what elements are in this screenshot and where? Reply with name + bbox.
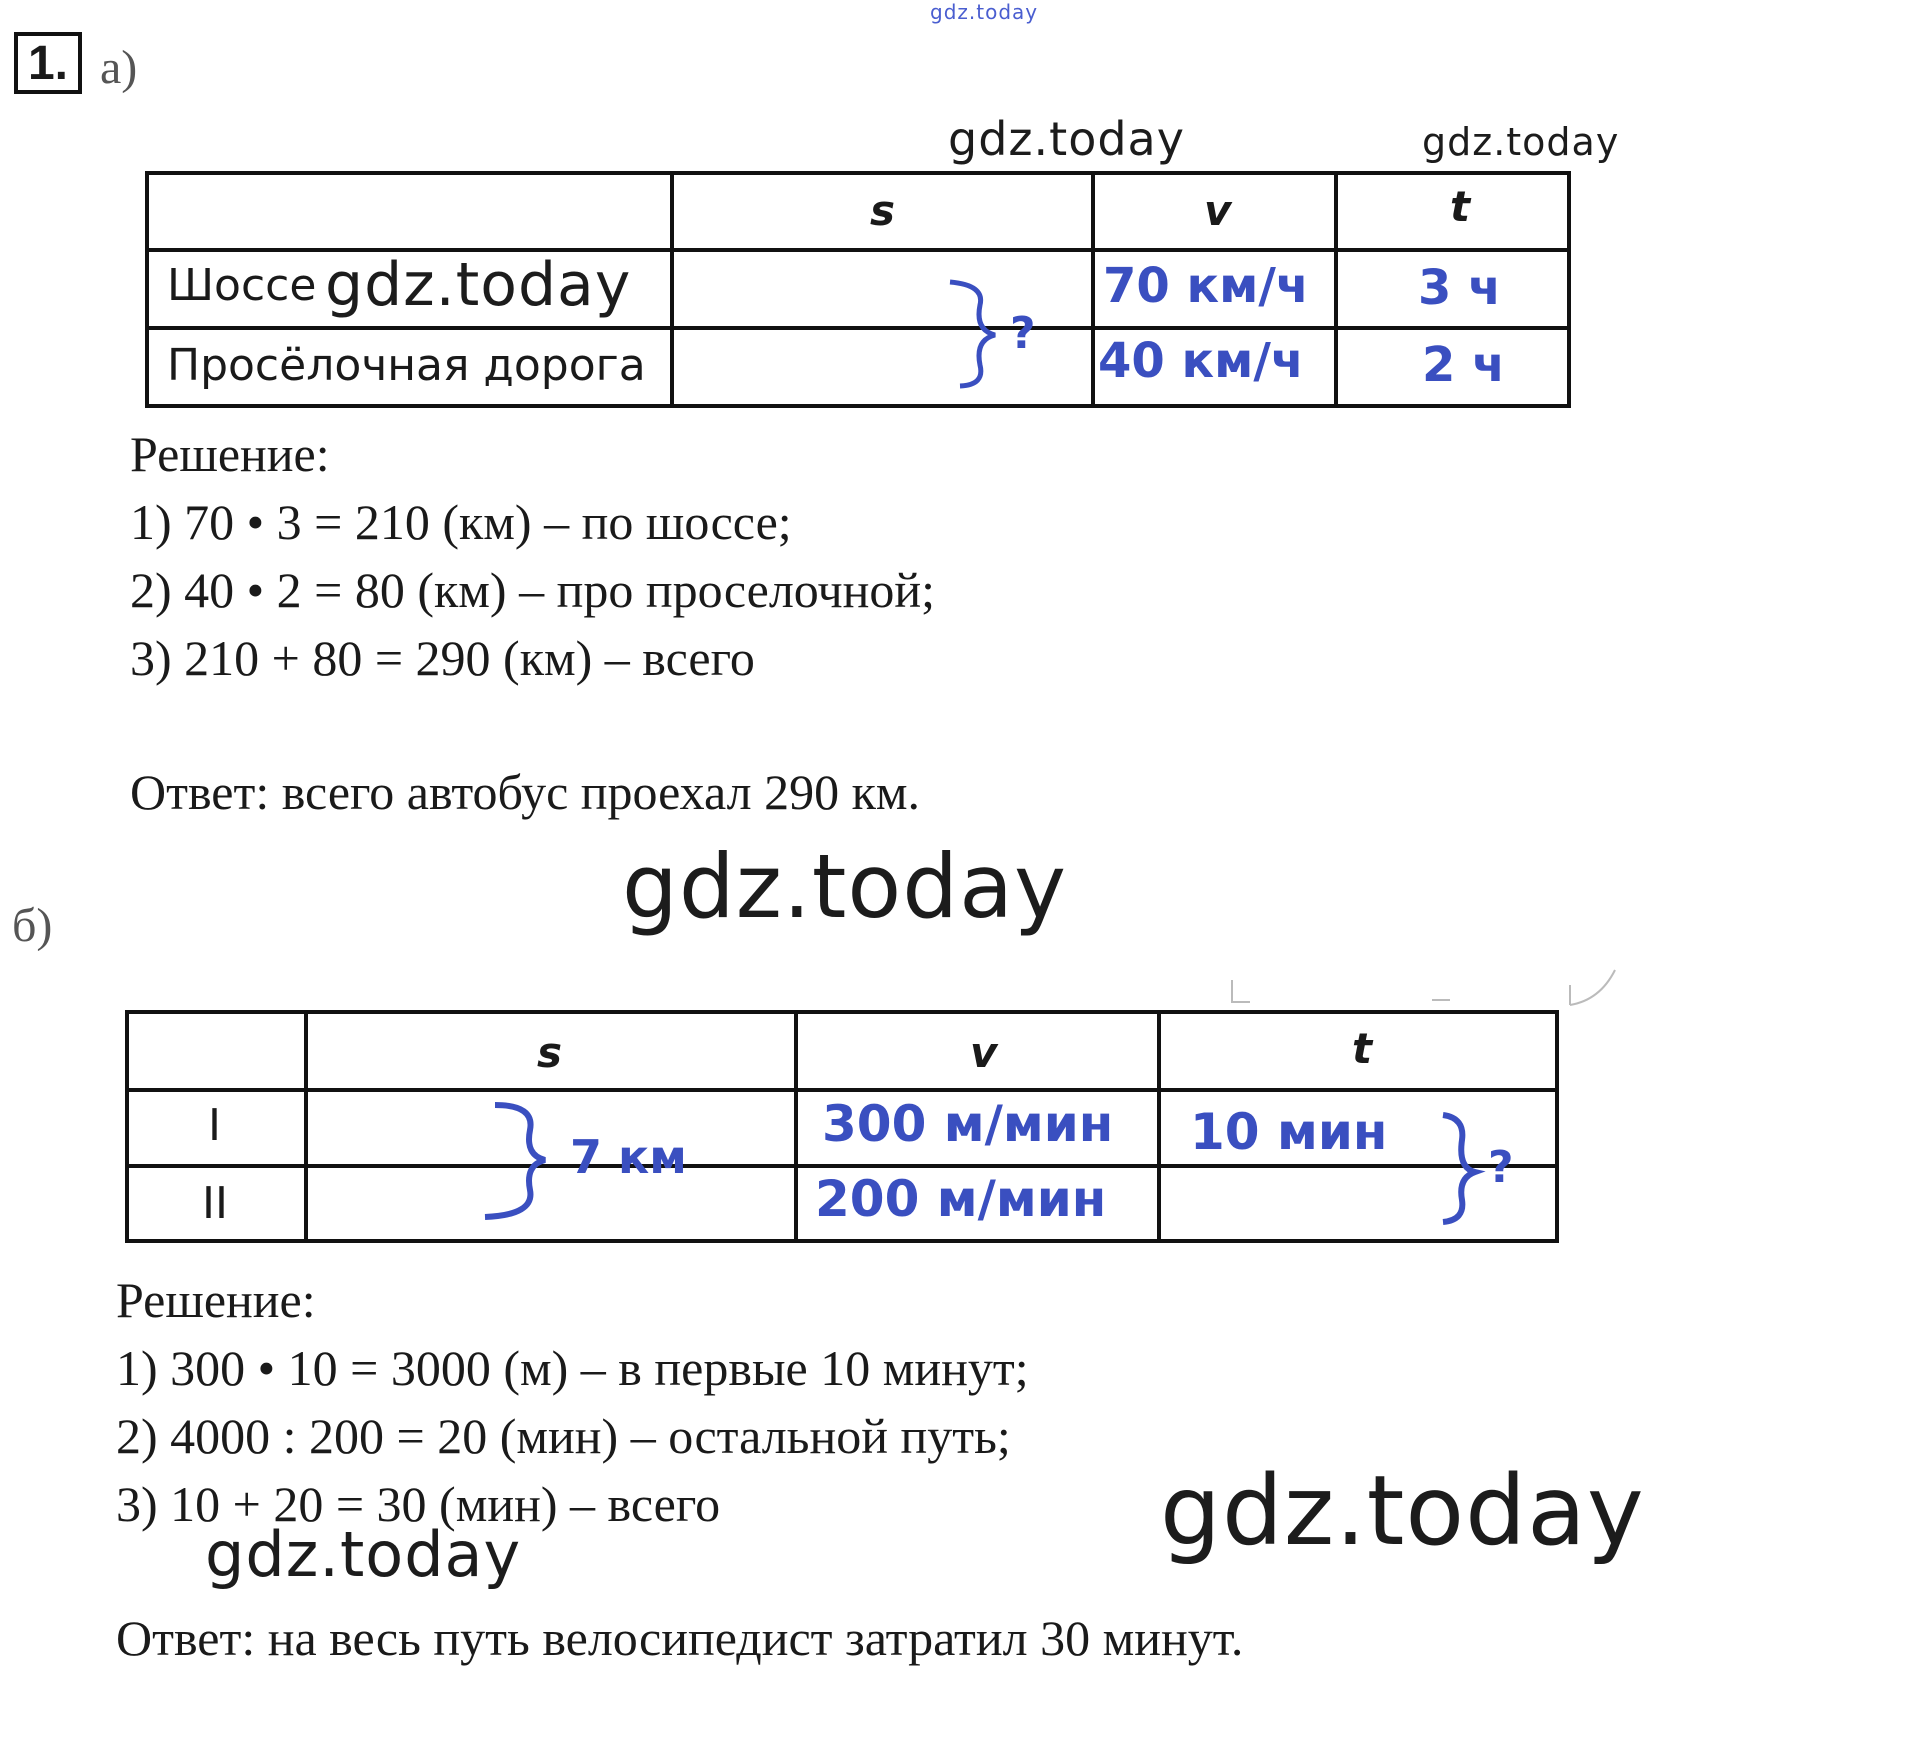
watermark-a-big: gdz.today — [622, 835, 1068, 938]
table-b-header-t: t — [1352, 1024, 1373, 1073]
table-a-question-mark: ? — [1010, 308, 1036, 359]
table-a-row1-t: 3 ч — [1418, 260, 1502, 316]
table-b-header-s: s — [537, 1028, 562, 1077]
solution-b-step-2: 2) 4000 : 200 = 20 (мин) – остальной путь; — [116, 1408, 1011, 1464]
table-b-row1-label: I — [208, 1100, 221, 1151]
problem-number: 1. — [14, 32, 82, 94]
table-b-row2-label: II — [202, 1178, 228, 1229]
table-b-row1-t: 10 мин — [1190, 1103, 1388, 1161]
answer-a: Ответ: всего автобус проехал 290 км. — [130, 764, 921, 820]
table-a-header-v: v — [1204, 186, 1232, 235]
brace-b-s — [485, 1105, 545, 1217]
table-a-header-s: s — [870, 186, 895, 235]
part-b-label: б) — [12, 899, 53, 952]
table-b-row1-v: 300 м/мин — [822, 1095, 1114, 1153]
table-a-row2-v: 40 км/ч — [1098, 333, 1304, 389]
brace-b-t — [1443, 1115, 1475, 1222]
watermark-b-small: gdz.today — [205, 1518, 522, 1591]
watermark-a1: gdz.today — [948, 112, 1185, 166]
part-a-label: а) — [100, 41, 138, 94]
table-b-row2-v: 200 м/мин — [815, 1170, 1107, 1228]
table-b-question-mark: ? — [1488, 1142, 1514, 1193]
table-a-row1-watermark: gdz.today — [325, 250, 632, 320]
solution-a-step-3: 3) 210 + 80 = 290 (км) – всего — [130, 630, 755, 686]
table-b-header-v: v — [970, 1028, 998, 1077]
solution-b-step-3: 3) 10 + 20 = 30 (мин) – всего — [116, 1476, 721, 1532]
table-a-row2-label: Просёлочная дорога — [167, 340, 646, 391]
watermark-a2: gdz.today — [1422, 120, 1620, 164]
solution-b-step-1: 1) 300 • 10 = 3000 (м) – в первые 10 минут; — [116, 1340, 1029, 1396]
solution-a-title: Решение: — [130, 426, 330, 482]
top-watermark: gdz.today — [930, 0, 1039, 24]
table-b-distance: 7 км — [570, 1130, 687, 1184]
table-a-row1-label: Шоссе — [167, 260, 317, 311]
table-a-header-t: t — [1450, 182, 1471, 231]
watermark-b-big: gdz.today — [1160, 1455, 1645, 1567]
solution-a-step-1: 1) 70 • 3 = 210 (км) – по шоссе; — [130, 494, 792, 550]
brace-a — [950, 282, 995, 386]
answer-b: Ответ: на весь путь велосипедист затратил 30 минут. — [116, 1610, 1244, 1666]
solution-b-title: Решение: — [116, 1272, 316, 1328]
table-a-row1-v: 70 км/ч — [1103, 258, 1309, 314]
solution-a-step-2: 2) 40 • 2 = 80 (км) – про проселочной; — [130, 562, 936, 618]
table-a-row2-t: 2 ч — [1422, 337, 1506, 393]
